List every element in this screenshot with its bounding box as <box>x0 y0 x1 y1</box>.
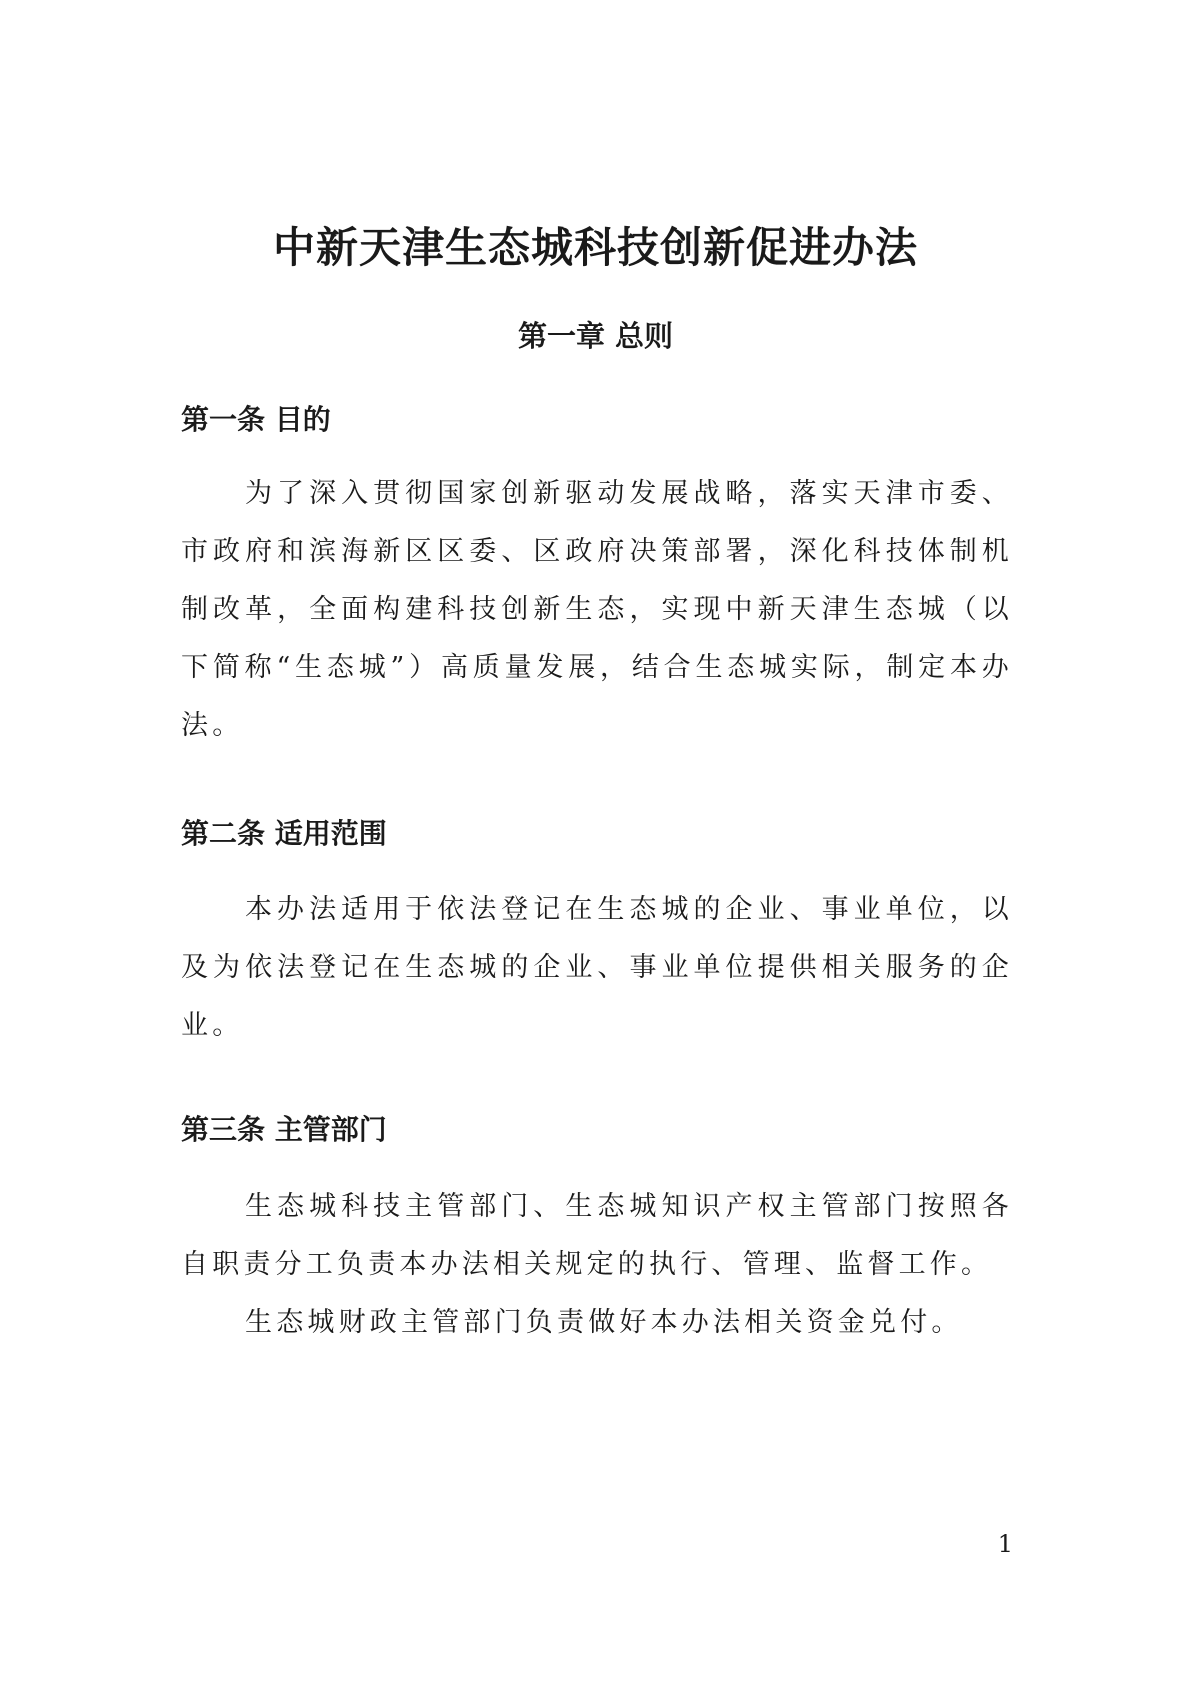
article-1-paragraph: 为了深入贯彻国家创新驱动发展战略，落实天津市委、市政府和滨海新区区委、区政府决策部署，深化科技体制机制改革，全面构建科技创新生态，实现中新天津生态城（以下简称“生态城”）高质量发展，结合生态城实际，制定本办法。 <box>181 478 1013 741</box>
article-3-heading: 第三条 主管部门 <box>181 1113 387 1146</box>
article-1-heading: 第一条 目的 <box>181 403 331 436</box>
article-2-heading: 第二条 适用范围 <box>181 817 387 850</box>
article-2-paragraph: 本办法适用于依法登记在生态城的企业、事业单位，以及为依法登记在生态城的企业、事业单位提供相关服务的企业。 <box>181 894 1013 1041</box>
chapter-heading: 第一章 总则 <box>517 319 674 353</box>
article-3-paragraph-1: 生态城科技主管部门、生态城知识产权主管部门按照各自职责分工负责本办法相关规定的执行、管理、监督工作。 <box>181 1191 1013 1280</box>
article-3-paragraph-2: 生态城财政主管部门负责做好本办法相关资金兑付。 <box>245 1307 963 1338</box>
document-title: 中新天津生态城科技创新促进办法 <box>272 223 918 272</box>
page-number: 1 <box>997 1530 1013 1558</box>
